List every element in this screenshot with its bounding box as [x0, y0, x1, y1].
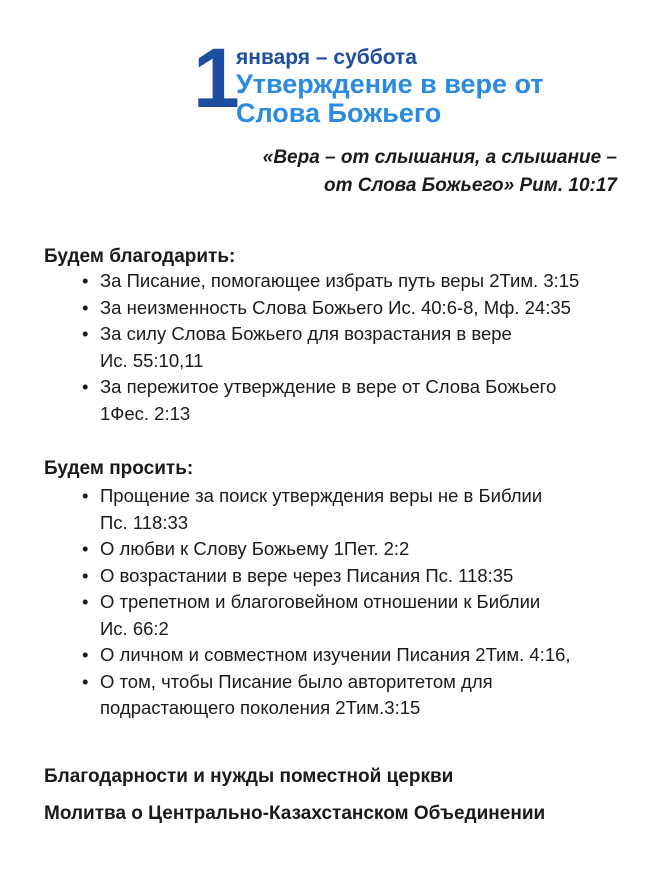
list-item-text: Прощение за поиск утверждения веры не в Библии [100, 485, 543, 506]
list-item [82, 295, 579, 322]
bullet-icon: • [82, 564, 89, 586]
list-item [82, 589, 571, 642]
list-item-text: О том, чтобы Писание было авторитетом для [100, 670, 493, 692]
page-title [236, 70, 544, 128]
list-item [82, 321, 579, 374]
list-item-text: Ис. 55:10,11 [100, 349, 204, 371]
list-item [82, 268, 579, 295]
list-item-text: За неизменность Слова Божьего Ис. 40:6-8, Мф. 24:35 [100, 296, 571, 318]
thanks-list [82, 268, 579, 427]
bullet-icon: • [82, 670, 89, 692]
ask-heading: Будем просить: [44, 458, 194, 479]
conference-prayer-line: Молитва о Центрально-Казахстанском Объединении [44, 803, 546, 824]
list-item-text: О возрастании в вере через Писания Пс. 118:35 [100, 564, 514, 586]
list-item [82, 563, 571, 590]
list-item [82, 483, 571, 536]
list-item-text: О трепетном и благоговейном отношении к Библии [100, 591, 541, 612]
day-header [193, 31, 633, 136]
bullet-icon: • [82, 376, 89, 397]
list-item-text: За силу Слова Божьего для возрастания в вере [100, 323, 512, 344]
church-needs-line: Благодарности и нужды поместной церкви [44, 766, 454, 787]
thanks-heading: Будем благодарить: [44, 246, 236, 267]
bullet-icon: • [82, 270, 89, 291]
list-item [82, 642, 571, 669]
epigraph-line-1: «Вера – от слышания, а слышание – [262, 147, 617, 168]
list-item-text: подрастающего поколения 2Тим.3:15 [100, 697, 421, 718]
bullet-icon: • [82, 538, 89, 559]
ask-list [82, 483, 571, 722]
list-item-text: Пс. 118:33 [100, 511, 189, 533]
list-item-text: Ис. 66:2 [100, 617, 169, 639]
date-line: января – суббота [236, 46, 417, 69]
list-item [82, 536, 571, 563]
epigraph-quote [237, 144, 617, 200]
bullet-icon: • [82, 296, 89, 318]
day-number: 1 [193, 31, 238, 125]
list-item-text: За Писание, помогающее избрать путь веры 2Тим. 3:15 [100, 270, 580, 291]
list-item-text: 1Фес. 2:13 [100, 402, 191, 424]
bullet-icon: • [82, 644, 89, 665]
list-item-text: О любви к Слову Божьему 1Пет. 2:2 [100, 538, 410, 559]
list-item-text: За пережитое утверждение в вере от Слова Божьего [100, 376, 557, 397]
list-item [82, 374, 579, 427]
list-item [82, 669, 571, 722]
bullet-icon: • [82, 485, 89, 506]
bullet-icon: • [82, 591, 89, 612]
title-line-2: Слова Божьего [236, 98, 442, 128]
bullet-icon: • [82, 323, 89, 344]
title-line-1: Утверждение в вере от [236, 69, 544, 99]
epigraph-line-2: от Слова Божьего» Рим. 10:17 [324, 175, 617, 196]
list-item-text: О личном и совместном изучении Писания 2Тим. 4:16, [100, 644, 571, 665]
